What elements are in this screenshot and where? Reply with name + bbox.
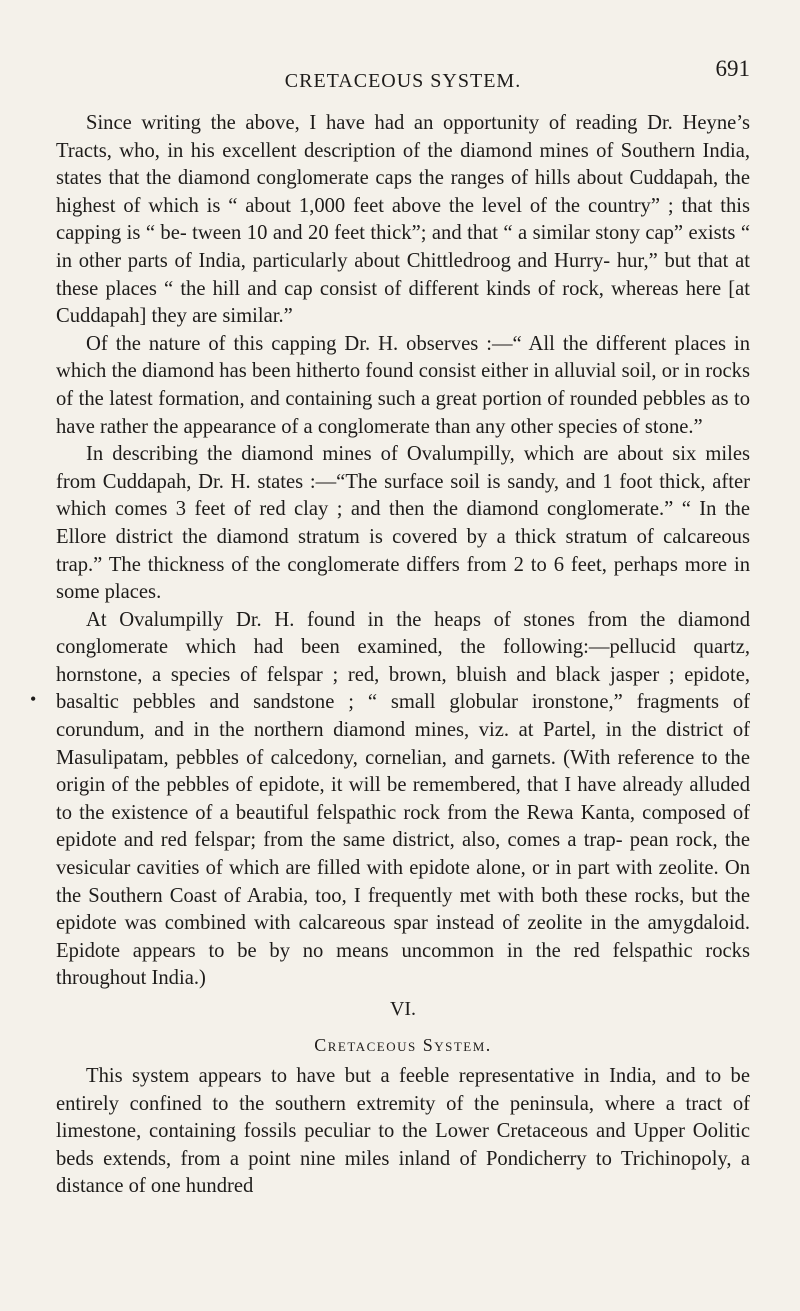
body-text <box>56 110 750 1201</box>
section-number: VI. <box>389 998 417 1020</box>
running-title: CRETACEOUS SYSTEM. <box>284 70 522 92</box>
book-page <box>30 0 750 1311</box>
paragraph-pebble-list: At Ovalumpilly Dr. H. found in the heaps of stones from the diamond conglomerate which had been examined, the following:—pellucid quartz, hornstone, a species of felspar ; red, brown, bluish and black jasper ; epidote, basaltic pebbles and sandstone ; “ small globular ironstone,” fragments of corundum, and in the northern diamond mines, viz. at Partel, in the district of Masulipatam, pebbles of calcedony, cornelian, and garnets. (With reference to the origin of the pebbles of epidote, it will be remembered, that I have already alluded to the existence of a beautiful felspathic rock from the Rewa Kanta, composed of epidote and red felspar; from the same district, also, comes a trap- pean rock, the vesicular cavities of which are filled with epidote alone, or in part with zeolite. On the Southern Coast of Arabia, too, I frequently met with both these rocks, but the epidote was combined with calcareous spar instead of zeolite in the amygdaloid. Epidote appears to be by no means uncommon in the red felspathic rocks throughout India.) <box>56 608 750 990</box>
paragraph-capping-nature: Of the nature of this capping Dr. H. observes :—“ All the different places in which the diamond has been hitherto found consist either in alluvial soil, or in rocks of the latest formation, and containing such a great portion of rounded pebbles as to have rather the appearance of a conglomerate than any other species of stone.” <box>56 332 750 438</box>
paragraph-heyne-tracts: Since writing the above, I have had an opportunity of reading Dr. Heyne’s Tracts, who, in his excellent description of the diamond mines of Southern India, states that the diamond conglomerate caps the ranges of hills about Cuddapah, the highest of which is “ about 1,000 feet above the level of the country” ; that this capping is “ be- tween 10 and 20 feet thick”; and that “ a similar stony cap” exists “ in other parts of India, particularly about Chittledroog and Hurry- hur,” but that at these places “ the hill and cap consist of different kinds of rock, whereas here [at Cuddapah] they are similar.” <box>56 112 750 328</box>
margin-mark: • <box>30 689 37 709</box>
paragraph-ovalumpilly-mines: In describing the diamond mines of Ovalumpilly, which are about six miles from Cuddapah, Dr. H. states :—“The surface soil is sandy, and 1 foot thick, after which comes 3 feet of red clay ; and then the diamond conglomerate.” “ In the Ellore district the diamond stratum is covered by a thick stratum of calcareous trap.” The thickness of the conglomerate differs from 2 to 6 feet, perhaps more in some places. <box>56 443 750 604</box>
running-head <box>56 56 750 92</box>
section-title: Cretaceous System. <box>314 1035 492 1055</box>
paragraph-cretaceous-system: This system appears to have but a feeble representative in India, and to be entirely confined to the southern extremity of the peninsula, where a tract of limestone, containing fossils peculiar to the Lower Cretaceous and Upper Oolitic beds extends, from a point nine miles inland of Pondicherry to Trichinopoly, a distance of one hundred <box>56 1065 750 1198</box>
page-number: 691 <box>715 56 750 81</box>
